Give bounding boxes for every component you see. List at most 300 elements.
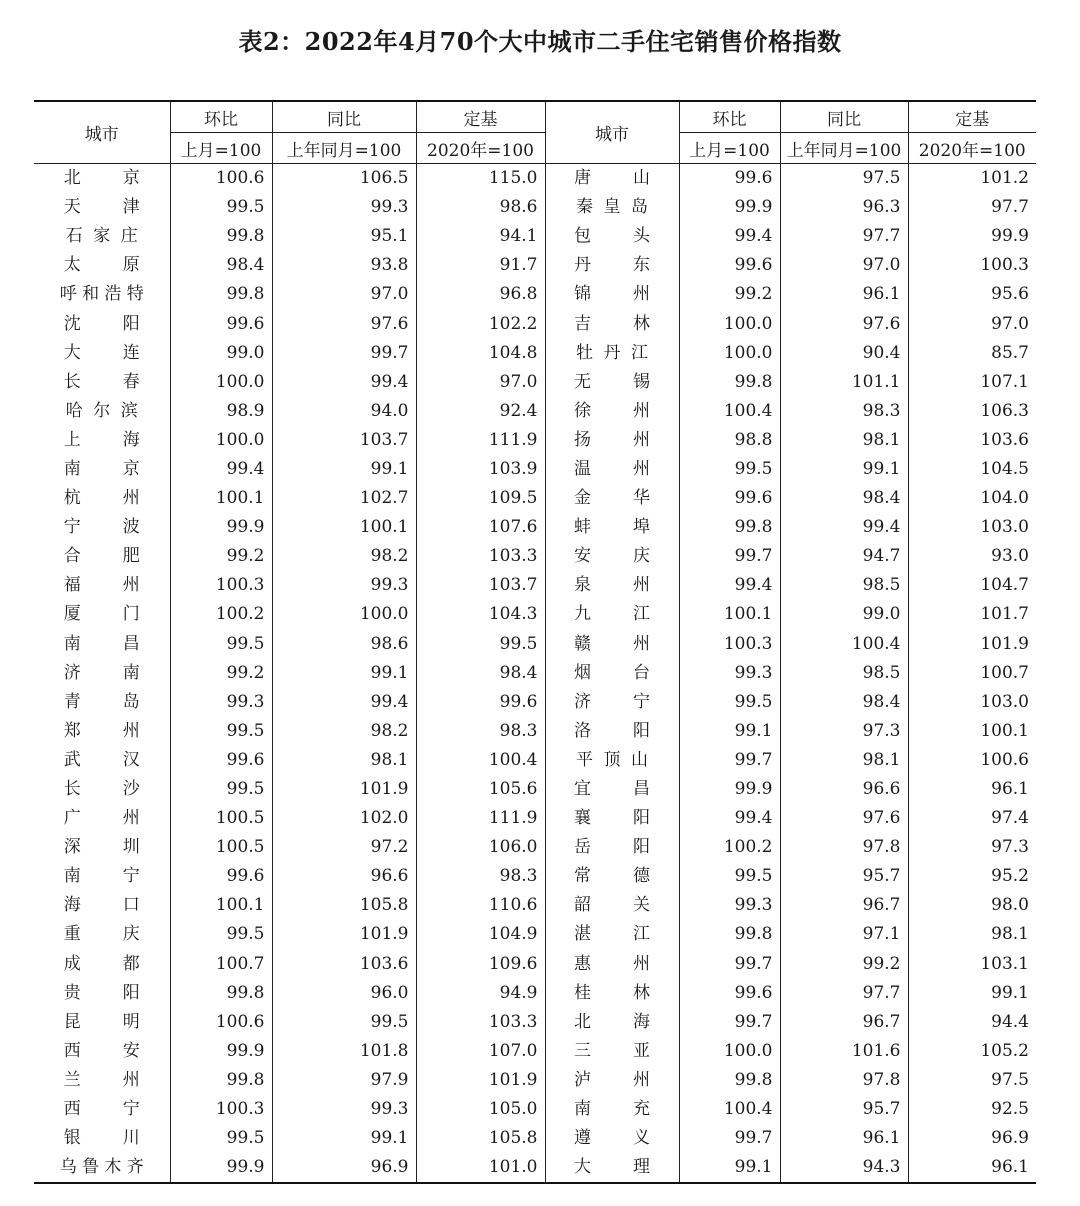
cell-yoy-left: 99.7 xyxy=(272,339,416,368)
cell-yoy-left: 97.2 xyxy=(272,833,416,862)
cell-fixed-left: 110.6 xyxy=(416,891,545,920)
cell-yoy-left: 94.0 xyxy=(272,397,416,426)
cell-yoy-left: 95.1 xyxy=(272,222,416,251)
cell-mom-left: 99.5 xyxy=(170,630,272,659)
city-name: 重庆 xyxy=(63,924,140,945)
city-name: 杭州 xyxy=(63,488,140,509)
table-row xyxy=(34,746,1036,775)
table-row xyxy=(34,164,1036,194)
cell-city-right xyxy=(545,804,679,833)
table-row xyxy=(34,1124,1036,1153)
table-row xyxy=(34,891,1036,920)
table-row xyxy=(34,280,1036,309)
city-name: 太原 xyxy=(63,255,140,276)
cell-fixed-right: 97.0 xyxy=(908,309,1036,338)
header-yoy-right: 同比 xyxy=(780,101,908,133)
cell-fixed-left: 100.4 xyxy=(416,746,545,775)
cell-yoy-right: 98.3 xyxy=(780,397,908,426)
cell-city-right xyxy=(545,397,679,426)
header-city-left: 城市 xyxy=(34,101,170,164)
cell-city-right xyxy=(545,571,679,600)
cell-city-right xyxy=(545,1153,679,1183)
city-name: 武汉 xyxy=(63,749,140,770)
cell-fixed-right: 103.0 xyxy=(908,513,1036,542)
cell-fixed-right: 95.6 xyxy=(908,280,1036,309)
city-name: 西安 xyxy=(63,1040,140,1061)
cell-city-left xyxy=(34,164,170,194)
city-name: 银川 xyxy=(63,1128,140,1149)
cell-mom-left: 100.3 xyxy=(170,571,272,600)
cell-yoy-left: 98.6 xyxy=(272,630,416,659)
cell-yoy-right: 99.0 xyxy=(780,600,908,629)
header-fixed-base-left: 2020年=100 xyxy=(416,133,545,164)
table-row xyxy=(34,426,1036,455)
cell-mom-left: 100.0 xyxy=(170,426,272,455)
cell-mom-right: 100.4 xyxy=(679,1095,780,1124)
cell-yoy-left: 100.0 xyxy=(272,600,416,629)
cell-mom-right: 99.8 xyxy=(679,368,780,397)
cell-mom-left: 99.8 xyxy=(170,280,272,309)
cell-fixed-left: 94.1 xyxy=(416,222,545,251)
city-name: 南昌 xyxy=(63,633,140,654)
table-row xyxy=(34,1037,1036,1066)
cell-yoy-left: 101.9 xyxy=(272,920,416,949)
cell-yoy-left: 96.6 xyxy=(272,862,416,891)
cell-yoy-right: 97.7 xyxy=(780,979,908,1008)
cell-city-right xyxy=(545,1037,679,1066)
cell-yoy-left: 93.8 xyxy=(272,251,416,280)
cell-city-right xyxy=(545,659,679,688)
cell-yoy-left: 101.8 xyxy=(272,1037,416,1066)
header-mom-base-right: 上月=100 xyxy=(679,133,780,164)
cell-yoy-left: 98.2 xyxy=(272,717,416,746)
table-row xyxy=(34,455,1036,484)
header-fixed-left: 定基 xyxy=(416,101,545,133)
cell-yoy-right: 96.1 xyxy=(780,280,908,309)
cell-city-left xyxy=(34,775,170,804)
city-name: 合肥 xyxy=(63,546,140,567)
cell-city-left xyxy=(34,862,170,891)
cell-fixed-left: 105.0 xyxy=(416,1095,545,1124)
table-row xyxy=(34,397,1036,426)
city-name: 温州 xyxy=(574,458,650,479)
city-name: 大连 xyxy=(63,342,140,363)
header-yoy-left: 同比 xyxy=(272,101,416,133)
cell-fixed-left: 99.5 xyxy=(416,630,545,659)
cell-fixed-right: 100.6 xyxy=(908,746,1036,775)
cell-mom-right: 99.7 xyxy=(679,746,780,775)
cell-fixed-right: 97.5 xyxy=(908,1066,1036,1095)
cell-mom-left: 100.1 xyxy=(170,891,272,920)
cell-yoy-right: 95.7 xyxy=(780,862,908,891)
city-name: 惠州 xyxy=(574,953,650,974)
table-row xyxy=(34,1153,1036,1183)
header-fixed-right: 定基 xyxy=(908,101,1036,133)
city-name: 长春 xyxy=(63,371,140,392)
cell-mom-left: 99.9 xyxy=(170,1037,272,1066)
cell-yoy-right: 99.1 xyxy=(780,455,908,484)
cell-fixed-right: 100.3 xyxy=(908,251,1036,280)
header-city-right: 城市 xyxy=(545,101,679,164)
table-body xyxy=(34,164,1036,1184)
table-row xyxy=(34,251,1036,280)
cell-fixed-left: 104.8 xyxy=(416,339,545,368)
cell-city-left xyxy=(34,630,170,659)
city-name: 南京 xyxy=(63,458,140,479)
cell-yoy-right: 95.7 xyxy=(780,1095,908,1124)
cell-fixed-right: 104.7 xyxy=(908,571,1036,600)
cell-yoy-left: 98.2 xyxy=(272,542,416,571)
cell-city-left xyxy=(34,339,170,368)
cell-fixed-right: 105.2 xyxy=(908,1037,1036,1066)
cell-mom-left: 99.6 xyxy=(170,746,272,775)
cell-city-left xyxy=(34,397,170,426)
cell-city-left xyxy=(34,717,170,746)
city-name: 锦州 xyxy=(574,284,650,305)
cell-fixed-right: 97.7 xyxy=(908,193,1036,222)
cell-yoy-left: 105.8 xyxy=(272,891,416,920)
city-name: 无锡 xyxy=(574,371,650,392)
table-row xyxy=(34,193,1036,222)
city-name: 湛江 xyxy=(574,924,650,945)
cell-yoy-right: 101.1 xyxy=(780,368,908,397)
cell-fixed-right: 99.1 xyxy=(908,979,1036,1008)
cell-fixed-left: 98.4 xyxy=(416,659,545,688)
city-name: 天津 xyxy=(63,197,140,218)
cell-yoy-left: 99.1 xyxy=(272,659,416,688)
cell-fixed-right: 96.9 xyxy=(908,1124,1036,1153)
cell-city-left xyxy=(34,571,170,600)
cell-fixed-left: 99.6 xyxy=(416,688,545,717)
cell-fixed-left: 107.0 xyxy=(416,1037,545,1066)
cell-yoy-right: 97.8 xyxy=(780,833,908,862)
city-name: 烟台 xyxy=(574,662,650,683)
cell-city-left xyxy=(34,280,170,309)
cell-yoy-left: 103.7 xyxy=(272,426,416,455)
header-mom-base-left: 上月=100 xyxy=(170,133,272,164)
cell-yoy-right: 96.6 xyxy=(780,775,908,804)
city-name: 三亚 xyxy=(574,1040,650,1061)
city-name: 大理 xyxy=(574,1157,650,1178)
cell-mom-right: 99.7 xyxy=(679,1008,780,1037)
city-name: 海口 xyxy=(63,895,140,916)
cell-yoy-right: 96.1 xyxy=(780,1124,908,1153)
cell-fixed-right: 103.1 xyxy=(908,950,1036,979)
city-name: 包头 xyxy=(574,226,650,247)
cell-city-right xyxy=(545,455,679,484)
city-name: 洛阳 xyxy=(574,720,650,741)
cell-fixed-left: 96.8 xyxy=(416,280,545,309)
city-name: 长沙 xyxy=(63,779,140,800)
city-name: 蚌埠 xyxy=(574,517,650,538)
table-row xyxy=(34,950,1036,979)
cell-fixed-left: 92.4 xyxy=(416,397,545,426)
cell-yoy-right: 94.7 xyxy=(780,542,908,571)
cell-city-right xyxy=(545,630,679,659)
city-name: 金华 xyxy=(574,488,650,509)
cell-fixed-right: 101.7 xyxy=(908,600,1036,629)
cell-fixed-left: 98.6 xyxy=(416,193,545,222)
cell-fixed-left: 107.6 xyxy=(416,513,545,542)
table-row xyxy=(34,571,1036,600)
cell-fixed-right: 85.7 xyxy=(908,339,1036,368)
table-title: 表2：2022年4月70个大中城市二手住宅销售价格指数 xyxy=(238,27,842,56)
header-mom-right: 环比 xyxy=(679,101,780,133)
cell-yoy-right: 96.7 xyxy=(780,891,908,920)
cell-yoy-left: 99.3 xyxy=(272,193,416,222)
city-name: 扬州 xyxy=(574,429,650,450)
city-name: 沈阳 xyxy=(63,313,140,334)
cell-mom-right: 99.2 xyxy=(679,280,780,309)
cell-yoy-right: 96.3 xyxy=(780,193,908,222)
city-name: 徐州 xyxy=(574,400,650,421)
cell-city-left xyxy=(34,1008,170,1037)
cell-fixed-right: 107.1 xyxy=(908,368,1036,397)
table-row xyxy=(34,1095,1036,1124)
table-row xyxy=(34,688,1036,717)
cell-yoy-right: 98.1 xyxy=(780,746,908,775)
cell-mom-right: 99.3 xyxy=(679,891,780,920)
cell-city-right xyxy=(545,1008,679,1037)
cell-city-right xyxy=(545,251,679,280)
cell-yoy-left: 102.7 xyxy=(272,484,416,513)
city-name: 济宁 xyxy=(574,691,650,712)
cell-fixed-left: 105.6 xyxy=(416,775,545,804)
cell-yoy-left: 102.0 xyxy=(272,804,416,833)
cell-fixed-left: 91.7 xyxy=(416,251,545,280)
cell-fixed-left: 104.9 xyxy=(416,920,545,949)
cell-mom-right: 99.6 xyxy=(679,251,780,280)
cell-mom-left: 100.7 xyxy=(170,950,272,979)
cell-mom-right: 100.4 xyxy=(679,397,780,426)
cell-city-right xyxy=(545,1066,679,1095)
cell-fixed-left: 109.6 xyxy=(416,950,545,979)
city-name: 平顶山 xyxy=(576,749,648,770)
table-row xyxy=(34,804,1036,833)
cell-yoy-left: 97.9 xyxy=(272,1066,416,1095)
header-yoy-base-left: 上年同月=100 xyxy=(272,133,416,164)
cell-fixed-left: 104.3 xyxy=(416,600,545,629)
city-name: 呼和浩特 xyxy=(59,284,144,305)
cell-fixed-left: 103.7 xyxy=(416,571,545,600)
city-name: 南宁 xyxy=(63,866,140,887)
cell-mom-left: 100.2 xyxy=(170,600,272,629)
cell-mom-right: 99.4 xyxy=(679,571,780,600)
cell-mom-left: 100.5 xyxy=(170,804,272,833)
cell-city-left xyxy=(34,891,170,920)
city-name: 唐山 xyxy=(574,168,650,189)
cell-fixed-left: 94.9 xyxy=(416,979,545,1008)
cell-city-left xyxy=(34,659,170,688)
cell-city-right xyxy=(545,746,679,775)
cell-mom-left: 99.8 xyxy=(170,979,272,1008)
city-name: 乌鲁木齐 xyxy=(59,1157,144,1178)
cell-city-left xyxy=(34,484,170,513)
table-row xyxy=(34,833,1036,862)
cell-city-right xyxy=(545,222,679,251)
city-name: 桂林 xyxy=(574,982,650,1003)
cell-fixed-left: 106.0 xyxy=(416,833,545,862)
cell-city-right xyxy=(545,920,679,949)
cell-yoy-right: 98.4 xyxy=(780,688,908,717)
cell-yoy-left: 99.3 xyxy=(272,1095,416,1124)
cell-yoy-left: 96.0 xyxy=(272,979,416,1008)
cell-mom-right: 99.6 xyxy=(679,979,780,1008)
cell-city-right xyxy=(545,600,679,629)
cell-fixed-right: 103.6 xyxy=(908,426,1036,455)
cell-city-left xyxy=(34,1066,170,1095)
city-name: 成都 xyxy=(63,953,140,974)
cell-city-left xyxy=(34,1153,170,1183)
cell-fixed-right: 98.0 xyxy=(908,891,1036,920)
cell-mom-right: 100.0 xyxy=(679,309,780,338)
cell-fixed-right: 98.1 xyxy=(908,920,1036,949)
header-mom-left: 环比 xyxy=(170,101,272,133)
cell-city-right xyxy=(545,339,679,368)
cell-city-right xyxy=(545,862,679,891)
cell-mom-left: 99.6 xyxy=(170,309,272,338)
cell-city-left xyxy=(34,222,170,251)
cell-city-left xyxy=(34,979,170,1008)
city-name: 济南 xyxy=(63,662,140,683)
price-index-table xyxy=(34,100,1036,1184)
city-name: 丹东 xyxy=(574,255,650,276)
city-name: 宁波 xyxy=(63,517,140,538)
table-row xyxy=(34,775,1036,804)
cell-fixed-right: 92.5 xyxy=(908,1095,1036,1124)
cell-city-right xyxy=(545,193,679,222)
cell-fixed-right: 93.0 xyxy=(908,542,1036,571)
cell-yoy-left: 103.6 xyxy=(272,950,416,979)
cell-mom-right: 99.3 xyxy=(679,659,780,688)
cell-city-left xyxy=(34,1037,170,1066)
cell-city-left xyxy=(34,833,170,862)
cell-mom-right: 99.9 xyxy=(679,193,780,222)
cell-yoy-left: 98.1 xyxy=(272,746,416,775)
cell-mom-right: 99.9 xyxy=(679,775,780,804)
cell-mom-right: 98.8 xyxy=(679,426,780,455)
city-name: 泉州 xyxy=(574,575,650,596)
cell-fixed-left: 97.0 xyxy=(416,368,545,397)
cell-mom-left: 99.9 xyxy=(170,1153,272,1183)
cell-yoy-left: 99.4 xyxy=(272,688,416,717)
cell-fixed-left: 103.3 xyxy=(416,542,545,571)
city-name: 遵义 xyxy=(574,1128,650,1149)
cell-city-left xyxy=(34,455,170,484)
cell-yoy-left: 99.5 xyxy=(272,1008,416,1037)
cell-yoy-left: 99.1 xyxy=(272,455,416,484)
city-name: 常德 xyxy=(574,866,650,887)
table-row xyxy=(34,222,1036,251)
cell-yoy-left: 100.1 xyxy=(272,513,416,542)
cell-fixed-right: 94.4 xyxy=(908,1008,1036,1037)
cell-mom-right: 100.1 xyxy=(679,600,780,629)
cell-mom-right: 99.8 xyxy=(679,1066,780,1095)
cell-city-right xyxy=(545,775,679,804)
cell-yoy-right: 98.4 xyxy=(780,484,908,513)
cell-fixed-left: 111.9 xyxy=(416,426,545,455)
cell-mom-right: 99.6 xyxy=(679,164,780,194)
cell-mom-left: 99.3 xyxy=(170,688,272,717)
table-row xyxy=(34,1066,1036,1095)
cell-mom-right: 100.2 xyxy=(679,833,780,862)
cell-mom-right: 99.7 xyxy=(679,542,780,571)
city-name: 福州 xyxy=(63,575,140,596)
city-name: 深圳 xyxy=(63,837,140,858)
cell-fixed-right: 96.1 xyxy=(908,775,1036,804)
cell-city-left xyxy=(34,920,170,949)
cell-city-left xyxy=(34,688,170,717)
city-name: 吉林 xyxy=(574,313,650,334)
cell-city-right xyxy=(545,484,679,513)
cell-mom-left: 100.5 xyxy=(170,833,272,862)
cell-mom-left: 98.9 xyxy=(170,397,272,426)
cell-mom-right: 99.1 xyxy=(679,717,780,746)
cell-city-right xyxy=(545,688,679,717)
cell-city-left xyxy=(34,309,170,338)
table-row xyxy=(34,368,1036,397)
cell-mom-left: 99.5 xyxy=(170,1124,272,1153)
cell-mom-right: 99.7 xyxy=(679,1124,780,1153)
cell-fixed-right: 100.7 xyxy=(908,659,1036,688)
cell-mom-left: 99.9 xyxy=(170,513,272,542)
city-name: 九江 xyxy=(574,604,650,625)
cell-yoy-right: 97.1 xyxy=(780,920,908,949)
cell-fixed-left: 109.5 xyxy=(416,484,545,513)
cell-yoy-right: 99.2 xyxy=(780,950,908,979)
cell-yoy-left: 97.0 xyxy=(272,280,416,309)
cell-city-left xyxy=(34,1095,170,1124)
cell-yoy-right: 99.4 xyxy=(780,513,908,542)
cell-yoy-left: 96.9 xyxy=(272,1153,416,1183)
city-name: 南充 xyxy=(574,1099,650,1120)
header-fixed-base-right: 2020年=100 xyxy=(908,133,1036,164)
cell-city-left xyxy=(34,368,170,397)
city-name: 岳阳 xyxy=(574,837,650,858)
cell-mom-right: 99.6 xyxy=(679,484,780,513)
cell-mom-left: 99.2 xyxy=(170,542,272,571)
city-name: 哈尔滨 xyxy=(65,400,138,421)
cell-fixed-right: 103.0 xyxy=(908,688,1036,717)
cell-fixed-left: 98.3 xyxy=(416,862,545,891)
cell-city-left xyxy=(34,193,170,222)
cell-mom-right: 100.0 xyxy=(679,339,780,368)
table-row xyxy=(34,862,1036,891)
cell-mom-right: 99.4 xyxy=(679,804,780,833)
cell-mom-right: 99.1 xyxy=(679,1153,780,1183)
cell-fixed-left: 111.9 xyxy=(416,804,545,833)
cell-mom-left: 99.5 xyxy=(170,193,272,222)
cell-city-right xyxy=(545,833,679,862)
cell-fixed-right: 100.1 xyxy=(908,717,1036,746)
cell-fixed-right: 97.3 xyxy=(908,833,1036,862)
cell-yoy-right: 90.4 xyxy=(780,339,908,368)
cell-fixed-right: 96.1 xyxy=(908,1153,1036,1183)
cell-fixed-left: 101.9 xyxy=(416,1066,545,1095)
city-name: 秦皇岛 xyxy=(576,197,648,218)
cell-mom-left: 99.5 xyxy=(170,717,272,746)
cell-city-left xyxy=(34,746,170,775)
cell-yoy-right: 98.5 xyxy=(780,571,908,600)
cell-fixed-right: 97.4 xyxy=(908,804,1036,833)
cell-city-right xyxy=(545,542,679,571)
city-name: 赣州 xyxy=(574,633,650,654)
city-name: 襄阳 xyxy=(574,808,650,829)
cell-mom-right: 99.5 xyxy=(679,862,780,891)
cell-yoy-right: 97.8 xyxy=(780,1066,908,1095)
cell-city-right xyxy=(545,891,679,920)
cell-yoy-right: 98.5 xyxy=(780,659,908,688)
